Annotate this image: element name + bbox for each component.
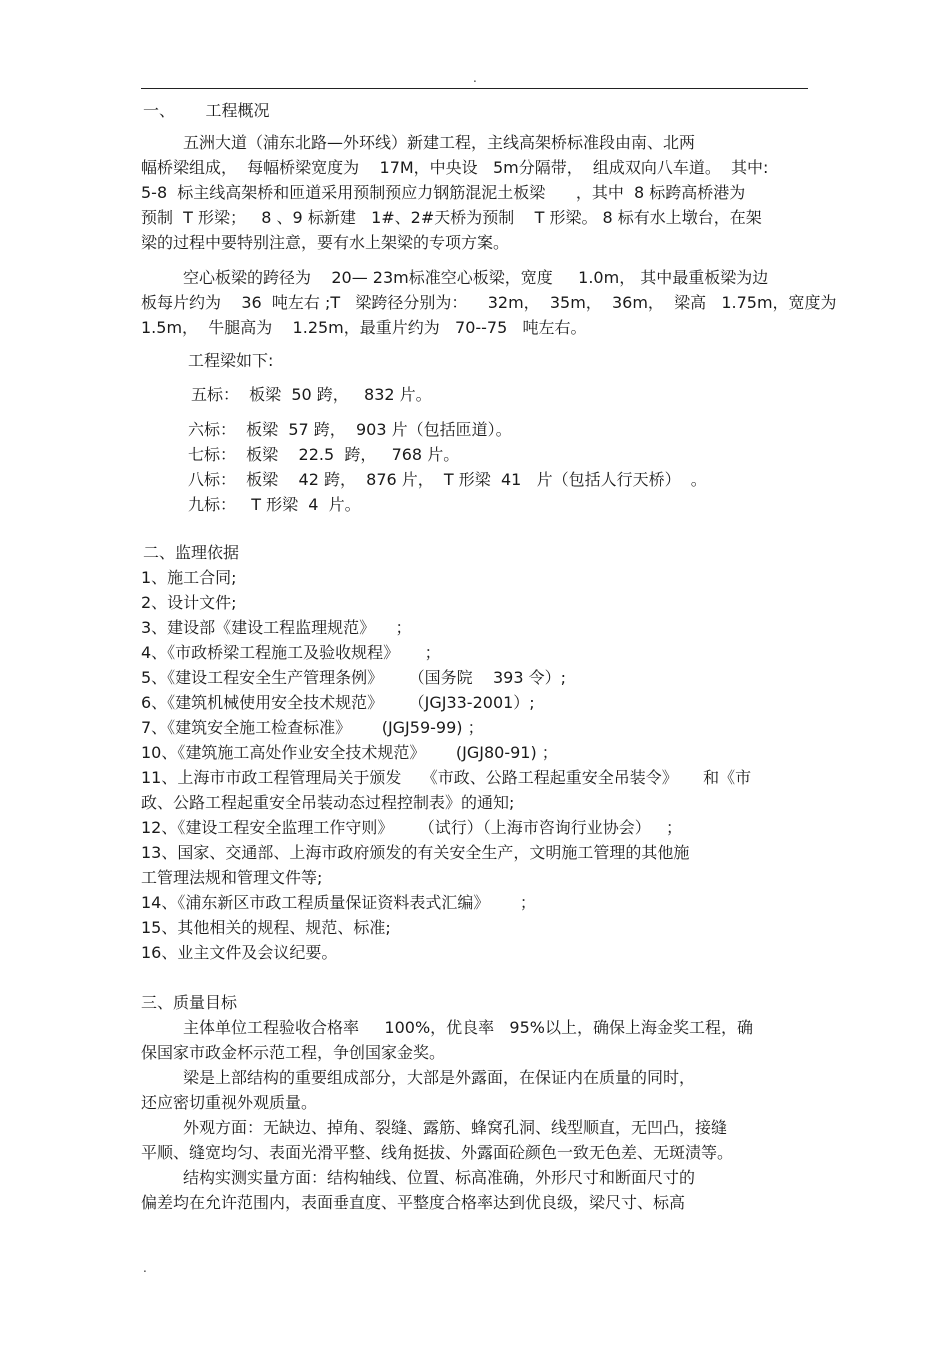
section1-line: 5-8 标主线高架桥和匝道采用预制预应力钢筋混泥土板梁 ，其中 8 标跨高桥港为: [141, 183, 746, 202]
reference-item: 5、《建设工程安全生产管理条例》 （国务院 393 令）;: [141, 668, 566, 687]
reference-item: 7、《建筑安全施工检查标准》 (JGJ59-99) ；: [141, 718, 484, 737]
reference-item: 13、国家、交通部、上海市政府颁发的有关安全生产，文明施工管理的其他施: [141, 843, 690, 862]
reference-item: 15、其他相关的规程、规范、标准;: [141, 918, 391, 937]
section1-heading: 一、 工程概况: [143, 101, 270, 120]
section1-line: 1.5m， 牛腿高为 1.25m，最重片约为 70--75 吨左右。: [141, 318, 587, 337]
section3-line: 平顺、缝宽均匀、表面光滑平整、线角挺拔、外露面砼颜色一致无色差、无斑渍等。: [141, 1143, 734, 1162]
beam-item: 五标： 板梁 50 跨， 832 片。: [191, 385, 432, 404]
section1-line: 幅桥梁组成， 每幅桥梁宽度为 17M，中央设 5m分隔带， 组成双向八车道。 其中:: [141, 158, 769, 177]
section3-line: 偏差均在允许范围内，表面垂直度、平整度合格率达到优良级，梁尺寸、标高: [141, 1193, 686, 1212]
reference-item: 3、建设部《建设工程监理规范》 ；: [141, 618, 412, 637]
section1-line: 预制 T 形梁； 8 、9 标新建 1#、2#天桥为预制 T 形梁。 8 标有水上墩台，在架: [141, 208, 762, 227]
section1-line: 五洲大道（浦东北路—外环线）新建工程，主线高架桥标准段由南、北两: [183, 133, 696, 152]
section3-line: 主体单位工程验收合格率 100%，优良率 95%以上，确保上海金奖工程，确: [183, 1018, 753, 1037]
beam-item: 九标： T 形梁 4 片。: [188, 495, 361, 514]
footer-mark: .: [143, 1261, 147, 1275]
section3-heading: 三、质量目标: [141, 993, 238, 1012]
reference-item: 10、《建筑施工高处作业安全技术规范》 (JGJ80-91) ；: [141, 743, 558, 762]
reference-item: 2、设计文件;: [141, 593, 237, 612]
reference-item: 16、业主文件及会议纪要。: [141, 943, 338, 962]
section1-line: 板每片约为 36 吨左右 ;T 梁跨径分别为： 32m， 35m， 36m， 梁高 1.75m，宽度为: [141, 293, 837, 312]
reference-item: 工管理法规和管理文件等;: [141, 868, 323, 887]
section2-heading: 二、监理依据: [143, 543, 240, 562]
header-rule: [141, 88, 808, 89]
reference-item: 4、《市政桥梁工程施工及验收规程》 ；: [141, 643, 441, 662]
section3-line: 结构实测实量方面：结构轴线、位置、标高准确，外形尺寸和断面尺寸的: [183, 1168, 696, 1187]
reference-item: 14、《浦东新区市政工程质量保证资料表式汇编》 ；: [141, 893, 536, 912]
beam-item: 七标： 板梁 22.5 跨， 768 片。: [188, 445, 460, 464]
section1-line: 梁的过程中要特别注意，要有水上架梁的专项方案。: [141, 233, 510, 252]
reference-item: 11、上海市市政工程管理局关于颁发 《市政、公路工程起重安全吊装令》 和《市: [141, 768, 752, 787]
beam-item: 六标： 板梁 57 跨， 903 片（包括匝道）。: [188, 420, 512, 439]
section3-line: 梁是上部结构的重要组成部分，大部是外露面，在保证内在质量的同时，: [183, 1068, 696, 1087]
reference-item: 1、施工合同;: [141, 568, 237, 587]
section3-line: 还应密切重视外观质量。: [141, 1093, 318, 1112]
section1-line: 空心板梁的跨径为 20— 23m标准空心板梁，宽度 1.0m， 其中最重板梁为边: [183, 268, 769, 287]
header-mark: .: [473, 71, 477, 85]
reference-item: 12、《建设工程安全监理工作守则》 （试行）（上海市咨询行业协会） ；: [141, 818, 683, 837]
reference-item: 政、公路工程起重安全吊装动态过程控制表》的通知;: [141, 793, 515, 812]
beam-item: 八标： 板梁 42 跨， 876 片， T 形梁 41 片（包括人行天桥） 。: [188, 470, 707, 489]
section3-line: 外观方面：无缺边、掉角、裂缝、露筋、蜂窝孔洞、线型顺直，无凹凸，接缝: [183, 1118, 728, 1137]
section3-line: 保国家市政金杯示范工程，争创国家金奖。: [141, 1043, 446, 1062]
reference-item: 6、《建筑机械使用安全技术规范》 （JGJ33-2001）;: [141, 693, 535, 712]
beams-title: 工程梁如下:: [188, 351, 274, 370]
